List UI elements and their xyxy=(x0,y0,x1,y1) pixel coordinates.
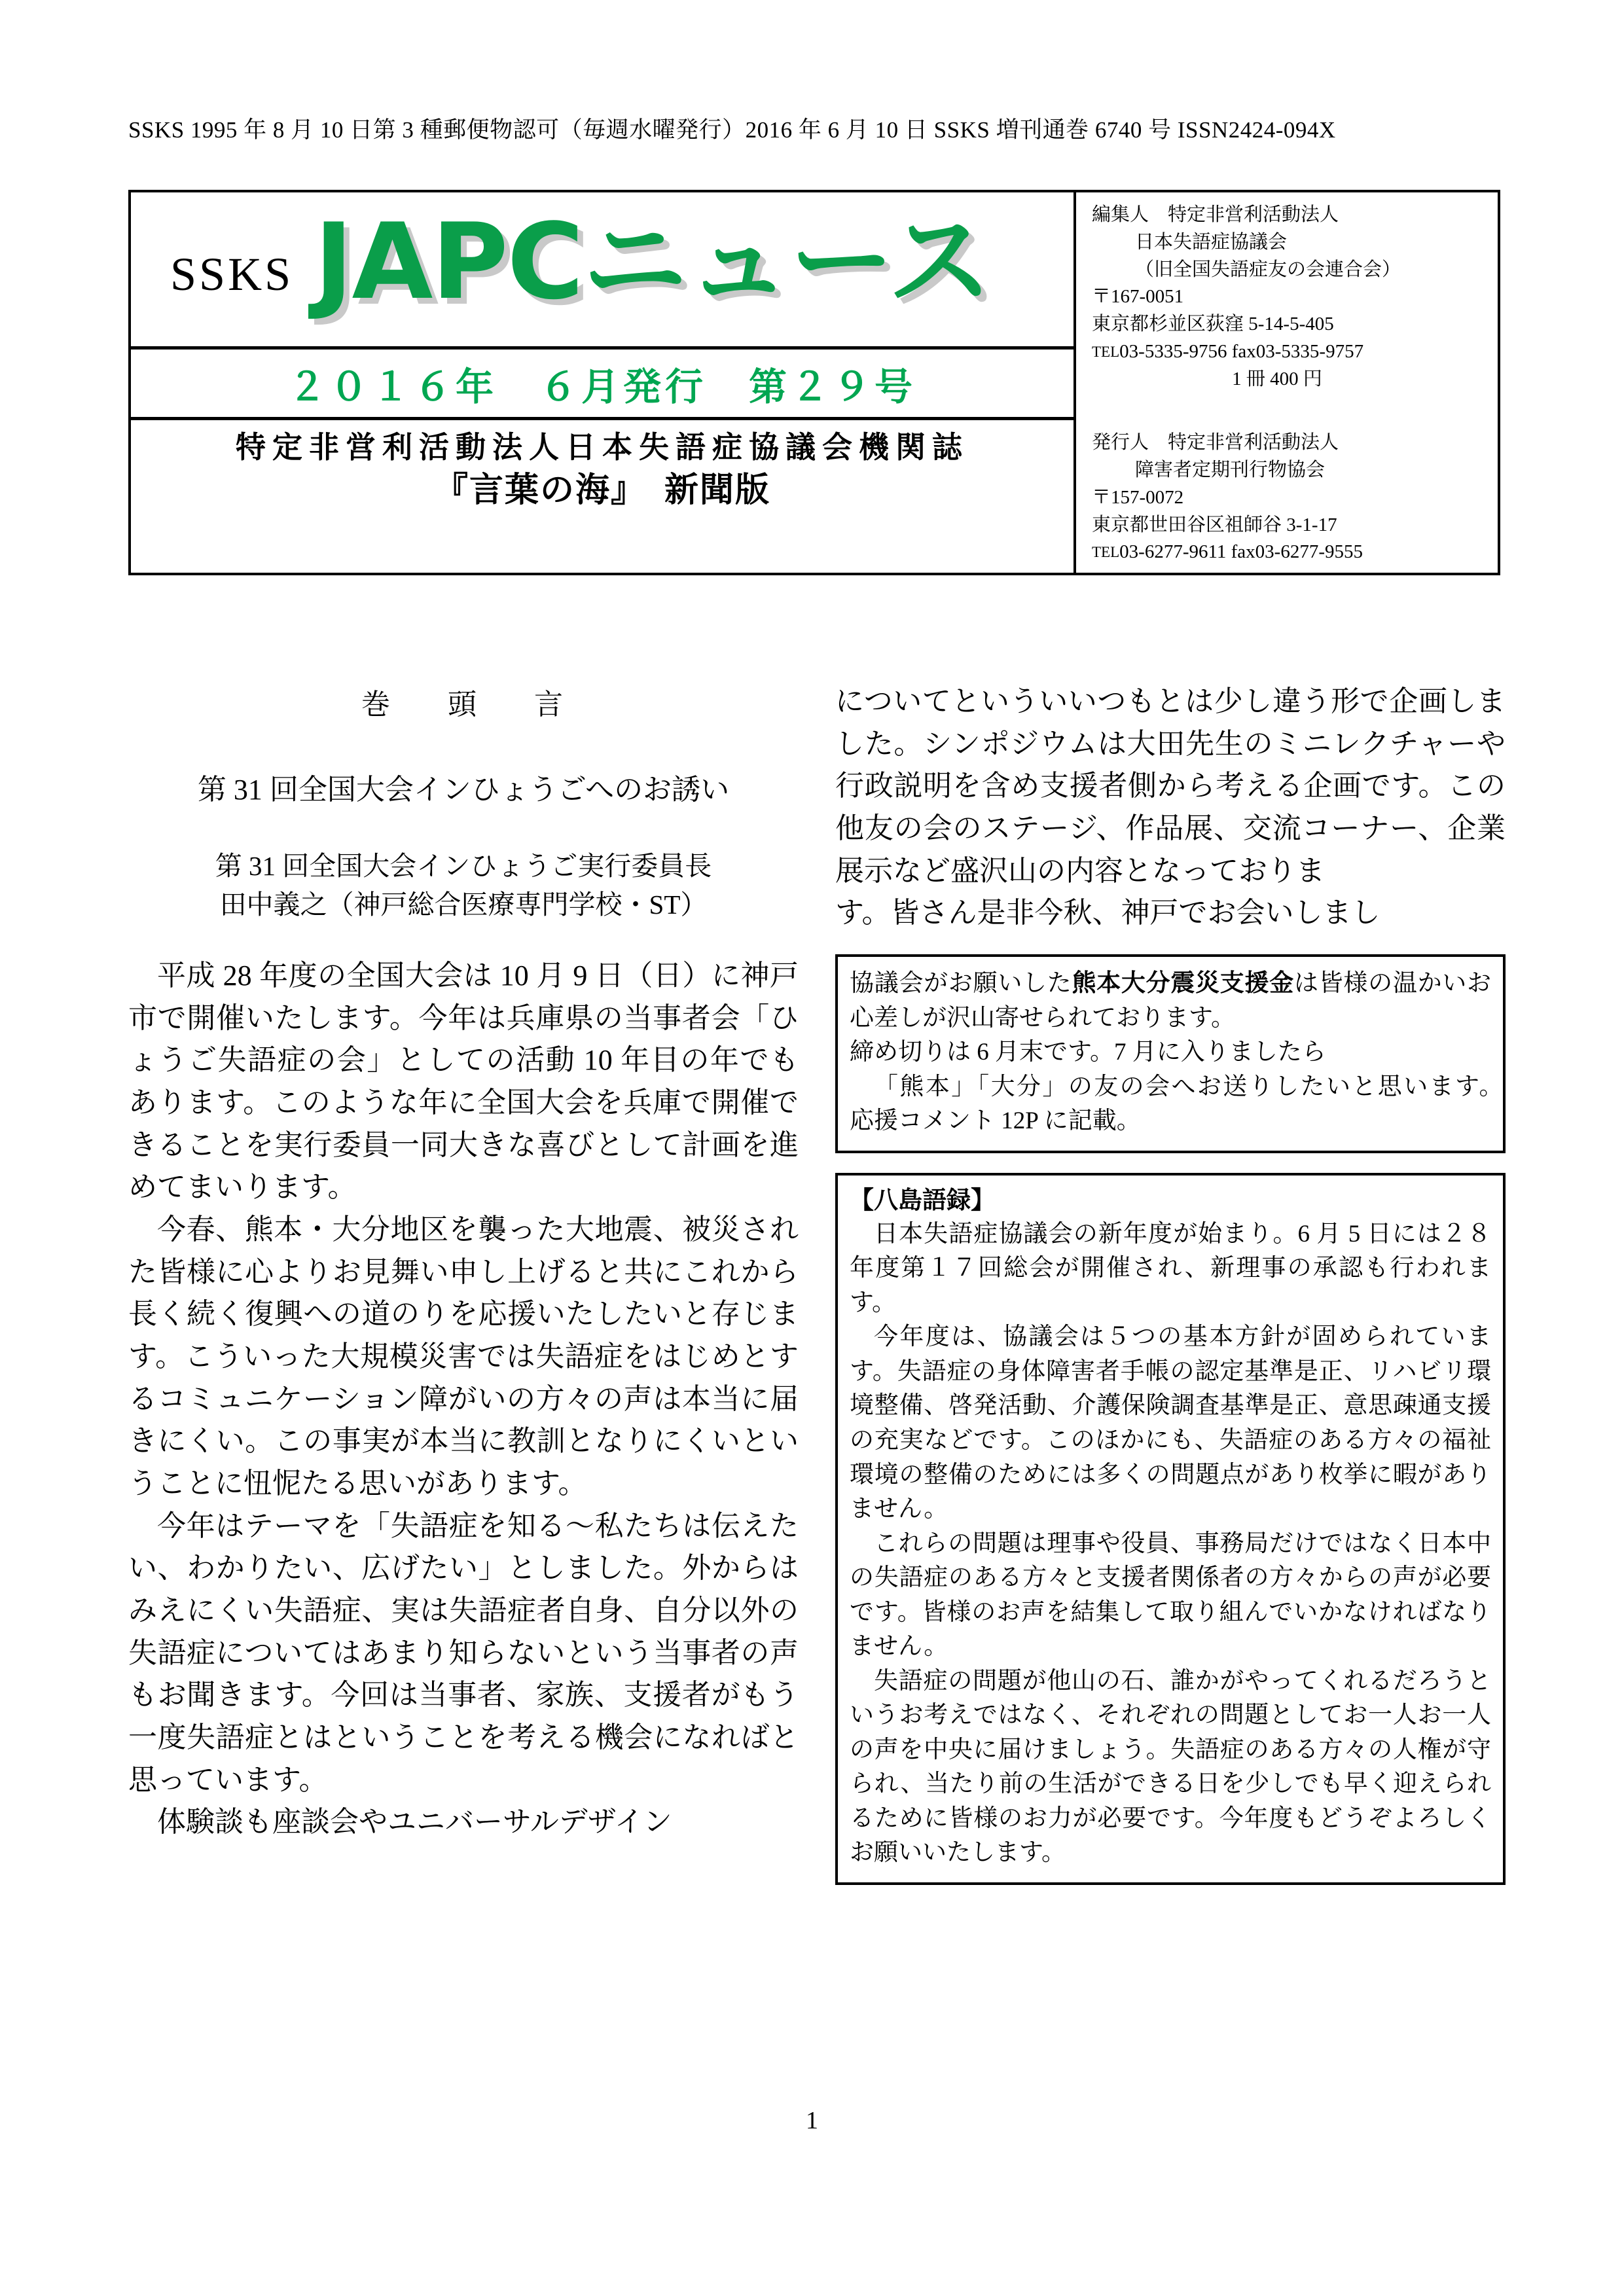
yashima-quotes-box xyxy=(835,1173,1506,1885)
right-column xyxy=(835,681,1515,1885)
article-heading: 第 31 回全国大会インひょうごへのお誘い xyxy=(197,774,730,806)
editor-line-3: （旧全国失語症友の会連合会） xyxy=(1135,259,1401,280)
publisher-line-2: 障害者定期刊行物協会 xyxy=(1135,459,1326,480)
donation-notice-box xyxy=(835,954,1515,1153)
publisher-telephone-numbers: 03-6277-9611 fax03-6277-9555 xyxy=(1119,541,1363,563)
journal-title-line: 『言葉の海』 新聞版 xyxy=(433,471,770,511)
section-title: 巻 頭 言 xyxy=(361,689,577,721)
publisher-telephone xyxy=(1092,539,1489,566)
tel-label: TEL xyxy=(1092,544,1120,561)
japc-news-wordmark: JAPCニュース xyxy=(314,200,992,323)
byline xyxy=(128,847,799,925)
editor-telephone xyxy=(1092,338,1489,366)
publisher-address: 東京都世田谷区祖師谷 3-1-17 xyxy=(1092,514,1337,535)
masthead-issue-row xyxy=(131,350,1074,420)
editor-line-2: 日本失語症協議会 xyxy=(1135,231,1288,253)
article-paragraph: 今春、熊本・大分地区を襲った大地震、被災された皆様に心よりお見舞い申し上げると共にこれから長く続く復興への道のりを応援いたしたいと存じます。こういった大規模災害では失語症をはじめとするコミュニケーション障がいの方々の声は本当に届きにくい。この事実が本当に教訓となりにくいということに忸怩たる思いがあります。 xyxy=(128,1213,799,1499)
tel-label: TEL xyxy=(1092,343,1120,360)
publisher-postal-code: 〒157-0072 xyxy=(1092,486,1184,508)
yashima-paragraph: 今年度は、協議会は５つの基本方針が固められています。失語症の身体障害者手帳の認定基準是正、リハビリ環境整備、啓発活動、介護保険調査基準是正、意思疎通支援の充実などです。このほかにも、失語症のある方々の福祉環境の整備のためには多くの問題点があり枚挙に暇がありません。 xyxy=(850,1323,1491,1523)
masthead-journal-row xyxy=(131,420,1074,524)
editor-line-1: 編集人 特定非営利活動法人 xyxy=(1092,204,1339,225)
donation-destination: 「熊本」「大分」の友の会へお送りしたいと思います。 応援コメント 12P に記載。 xyxy=(850,1073,1515,1135)
ssks-label: SSKS xyxy=(170,248,294,300)
page-number: 1 xyxy=(806,2107,818,2134)
article-paragraph: 今年はテーマを「失語症を知る〜私たちは伝えたい、わかりたい、広げたい」としました。外からはみえにくい失語症、実は失語症者自身、自分以外の失語症についてはあまり知らないという当事者の声もお聞きます。今回は当事者、家族、支援者がもう一度失語症とはということを考える機会になればと思っています。 xyxy=(128,1509,799,1796)
donation-notice-text xyxy=(850,966,1491,1035)
article-continued-paragraph: す。皆さん是非今秋、神戸でお会いしまし xyxy=(835,897,1380,929)
masthead xyxy=(128,190,1500,575)
body-columns xyxy=(128,681,1515,1885)
publisher-line-1: 発行人 特定非営利活動法人 xyxy=(1092,432,1339,454)
article-paragraph: 平成 28 年度の全国大会は 10 月 9 日（日）に神戸市で開催いたします。今年は兵庫県の当事者会「ひょうご失語症の会」としての活動 10 年目の年でもあります。このような年に全国大会を兵庫で開催できることを実行委員一同大きな喜びとして計画を進めてまいります。 xyxy=(128,959,799,1204)
byline-author: 田中義之（神戸総合医療専門学校・ST） xyxy=(219,889,708,920)
donation-deadline: 締め切りは 6 月末です。7 月に入りましたら xyxy=(850,1039,1326,1066)
masthead-left xyxy=(131,192,1076,573)
donation-fund-name: 熊本大分震災支援金 xyxy=(1072,969,1294,997)
masthead-right-info xyxy=(1076,192,1498,573)
byline-role: 第 31 回全国大会インひょうご実行委員長 xyxy=(215,851,712,881)
left-column xyxy=(128,681,799,1885)
yashima-paragraph: 日本失語症協議会の新年度が始まり。6 月 5 日には２８年度第１７回総会が開催され、新理事の承認も行われます。 xyxy=(850,1220,1491,1316)
yashima-paragraph: 失語症の問題が他山の石、誰かがやってくれるだろうというお考えではなく、それぞれの問題としてお一人お一人の声を中央に届けましょう。失語症のある方々の人権が守られ、当たり前の生活ができる日を少しでも早く迎えられるために皆様のお力が必要です。今年度もどうぞよろしくお願いいたします。 xyxy=(850,1667,1491,1867)
yashima-paragraph: これらの問題は理事や役員、事務局だけではなく日本中の失語症のある方々と支援者関係者の方々からの声が必要です。皆様のお声を結集して取り組んでいかなければなりません。 xyxy=(850,1530,1491,1660)
article-continued-paragraph: についてといういいつもとは少し違う形で企画しました。シンポジウムは大田先生のミニレクチャーや行政説明を含め支援者側から考える企画です。この他友の会のステージ、作品展、交流コーナー、企業展示など盛沢山の内容となっておりま xyxy=(835,685,1506,887)
unit-price: 1 冊 400 円 xyxy=(1232,368,1322,389)
editor-postal-code: 〒167-0051 xyxy=(1092,286,1184,308)
journal-org-line: 特定非営利活動法人日本失語症協議会機関誌 xyxy=(236,429,969,465)
editor-telephone-numbers: 03-5335-9756 fax03-5335-9757 xyxy=(1119,340,1364,362)
postal-registration-line: SSKS 1995 年 8 月 10 日第 3 種郵便物認可（毎週水曜発行）2016 年 6 月 10 日 SSKS 増刊通巻 6740 号 ISSN2424-094X xyxy=(128,117,1336,143)
editor-address: 東京都杉並区荻窪 5-14-5-405 xyxy=(1092,314,1334,334)
donation-text-after: は皆様の温かいお心差しが沢山寄せられております。 xyxy=(850,970,1492,1031)
issue-line: ２０１６年 ６月発行 第２９号 xyxy=(287,364,916,409)
article-paragraph: 体験談も座談会やユニバーサルデザイン xyxy=(157,1806,672,1839)
donation-text-before: 協議会がお願いした xyxy=(850,970,1072,997)
yashima-box-title: 【八島語録】 xyxy=(850,1185,995,1214)
info-spacer xyxy=(1092,393,1489,429)
masthead-logo-row xyxy=(131,192,1074,350)
